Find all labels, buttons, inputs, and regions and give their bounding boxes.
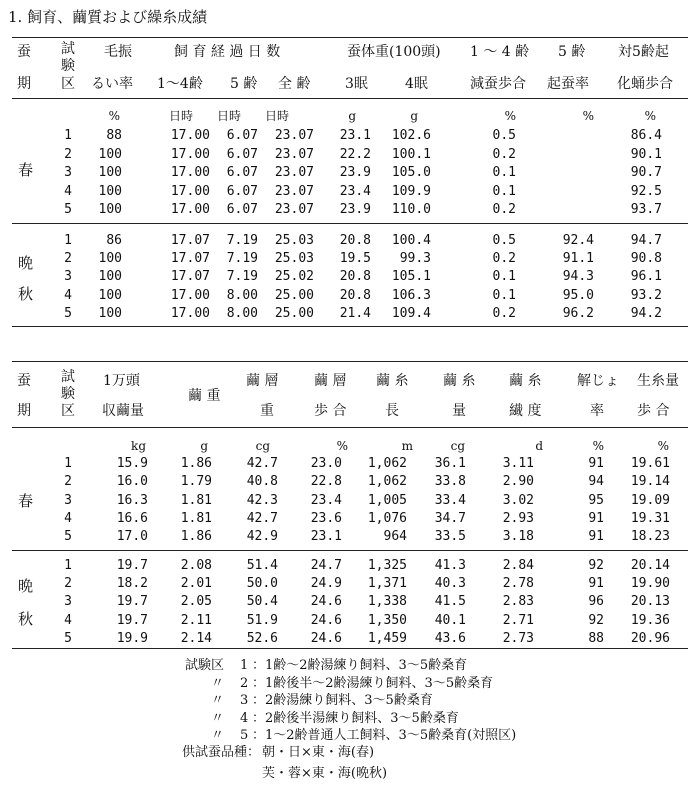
t1-header-third-molt: 3眠 bbox=[345, 76, 368, 92]
t2-header-period-bottom: 期 bbox=[17, 403, 31, 419]
t1-autumn-plot: 1 bbox=[64, 233, 72, 248]
t2-unit-filament-weight: cg bbox=[450, 439, 465, 453]
t1-autumn-pupation-rate: 94.7 bbox=[630, 233, 662, 248]
t2-header-filament-size-top: 繭 糸 bbox=[509, 373, 542, 389]
t1-autumn-weight-4th-molt: 100.4 bbox=[391, 233, 431, 248]
t2-header-period-top: 蚕 bbox=[17, 373, 31, 389]
t2-header-plot-mid: 験 bbox=[61, 386, 75, 402]
t1-unit-weight-3rd-molt: g bbox=[348, 109, 356, 123]
t1-header-fourth-molt: 4眠 bbox=[405, 76, 428, 92]
t1-spring-days-all: 23.07 bbox=[274, 202, 314, 217]
t1-unit-weight-4th-molt: g bbox=[410, 109, 418, 123]
t2-autumn-filament-weight: 43.6 bbox=[434, 630, 466, 646]
t2-autumn-reelability: 96 bbox=[588, 594, 604, 610]
t1-autumn-weight-4th-molt: 105.1 bbox=[391, 269, 431, 285]
t2-header-plot-bottom: 区 bbox=[61, 403, 75, 419]
t2-unit-filament-size: d bbox=[535, 439, 543, 453]
t2-header-shell-top: 繭 層 bbox=[246, 373, 279, 389]
t1-spring-reduction-rate: 0.1 bbox=[492, 165, 516, 180]
t2-autumn-raw-silk-ratio: 20.96 bbox=[630, 630, 670, 646]
t1-spring-days-instar-5: 6.07 bbox=[226, 165, 258, 180]
t2-spring-filament-length: 964 bbox=[383, 529, 407, 545]
t1-autumn-days-all: 25.00 bbox=[274, 287, 314, 303]
note-label: 試験区 bbox=[184, 658, 224, 673]
t2-autumn-raw-silk-ratio: 19.90 bbox=[630, 576, 670, 592]
t1-spring-weight-3rd-molt: 23.4 bbox=[339, 183, 371, 199]
t2-spring-shell-ratio: 23.6 bbox=[310, 510, 342, 526]
t2-spring-reelability: 95 bbox=[588, 492, 604, 508]
t2-header-reelability-top: 解じょ bbox=[577, 373, 619, 389]
t1-autumn-reduction-rate: 0.5 bbox=[492, 233, 516, 248]
t1-spring-days-instar-1-4: 17.00 bbox=[170, 202, 210, 217]
t1-spring-days-instar-5: 6.07 bbox=[226, 202, 258, 217]
t2-autumn-yield-per-10k: 19.9 bbox=[116, 630, 148, 646]
t1-spring-days-all: 23.07 bbox=[274, 128, 314, 143]
t2-spring-reelability: 91 bbox=[588, 510, 604, 526]
t1-header-period-bottom: 期 bbox=[17, 76, 31, 92]
t2-header-filament-size-bottom: 繊 度 bbox=[509, 403, 542, 419]
t2-spring-filament-length: 1,062 bbox=[367, 474, 407, 490]
t1-unit-rising-rate: % bbox=[582, 109, 594, 123]
t1-autumn-pupation-rate: 94.2 bbox=[630, 305, 662, 321]
t2-unit-raw-silk-ratio: % bbox=[657, 439, 669, 453]
t2-spring-filament-length: 1,005 bbox=[367, 492, 407, 508]
t1-unit-hair-vibration-rate: % bbox=[108, 109, 120, 123]
t2-spring-yield-per-10k: 15.9 bbox=[116, 456, 148, 471]
page-title: 1. 飼育、繭質および繰糸成績 bbox=[8, 8, 208, 26]
t2-spring-plot: 2 bbox=[64, 474, 72, 490]
t2-spring-plot: 3 bbox=[64, 492, 72, 508]
t1-autumn-plot: 4 bbox=[64, 287, 72, 303]
t1-autumn-days-instar-1-4: 17.07 bbox=[170, 251, 210, 267]
t2-spring-shell-weight: 42.7 bbox=[246, 456, 278, 471]
t1-spring-pupation-rate: 92.5 bbox=[630, 183, 662, 199]
table1-bottom-rule bbox=[12, 326, 688, 327]
t2-unit-filament-length: m bbox=[401, 439, 413, 453]
t1-spring-weight-4th-molt: 100.1 bbox=[391, 146, 431, 162]
note-label: 〃 bbox=[210, 728, 224, 743]
t1-unit-days-all: 日時 bbox=[264, 109, 289, 123]
t2-autumn-filament-length: 1,350 bbox=[367, 612, 407, 628]
t2-spring-shell-ratio: 23.0 bbox=[310, 456, 342, 471]
t1-header-body-weight: 蚕体重(100頭) bbox=[347, 44, 441, 60]
t2-spring-shell-weight: 42.3 bbox=[246, 492, 278, 508]
t2-spring-filament-weight: 33.5 bbox=[434, 529, 466, 545]
t2-autumn-cocoon-weight: 2.11 bbox=[180, 612, 212, 628]
t2-autumn-reelability: 92 bbox=[588, 558, 604, 573]
t1-autumn-days-all: 25.03 bbox=[274, 233, 314, 248]
t1-autumn-label-2: 秋 bbox=[18, 285, 34, 303]
t1-spring-pupation-rate: 93.7 bbox=[630, 202, 662, 217]
t1-autumn-weight-3rd-molt: 20.8 bbox=[339, 269, 371, 285]
table1-top-rule bbox=[12, 37, 688, 38]
t1-spring-hair-vibration-rate: 100 bbox=[98, 165, 122, 180]
table2-season-rule bbox=[12, 550, 688, 551]
t2-autumn-filament-size: 2.78 bbox=[502, 576, 534, 592]
t2-header-plot-top: 試 bbox=[61, 369, 75, 385]
t2-spring-filament-weight: 33.8 bbox=[434, 474, 466, 490]
t1-spring-plot: 5 bbox=[64, 202, 72, 217]
t1-autumn-weight-3rd-molt: 20.8 bbox=[339, 287, 371, 303]
t1-header-plot-top: 試 bbox=[61, 41, 75, 57]
note-number: 4 bbox=[240, 710, 249, 726]
t2-spring-filament-length: 1,076 bbox=[367, 510, 407, 526]
t1-autumn-days-instar-1-4: 17.07 bbox=[170, 269, 210, 285]
t2-spring-cocoon-weight: 1.86 bbox=[180, 529, 212, 545]
t1-header-plot-mid: 験 bbox=[61, 58, 75, 74]
t1-spring-reduction-rate: 0.2 bbox=[492, 146, 516, 162]
t1-autumn-rising-rate: 95.0 bbox=[562, 287, 594, 303]
t2-spring-raw-silk-ratio: 19.31 bbox=[630, 510, 670, 526]
t2-autumn-yield-per-10k: 19.7 bbox=[116, 558, 148, 573]
t1-spring-hair-vibration-rate: 88 bbox=[106, 128, 122, 143]
breed-autumn: 芙・蓉×東・海(晩秋) bbox=[262, 766, 388, 781]
t1-spring-plot: 2 bbox=[64, 146, 72, 162]
t2-unit-shell-ratio: % bbox=[336, 439, 348, 453]
t1-unit-days-instar-5: 日時 bbox=[216, 109, 241, 123]
t2-spring-cocoon-weight: 1.81 bbox=[180, 492, 212, 508]
note-text: ：1齢～2齢湯練り飼料、3～5齢桑育 bbox=[252, 658, 468, 673]
t2-autumn-filament-length: 1,325 bbox=[367, 558, 407, 573]
t1-autumn-days-all: 25.02 bbox=[274, 269, 314, 285]
t1-spring-pupation-rate: 86.4 bbox=[630, 128, 662, 143]
t2-autumn-filament-weight: 40.1 bbox=[434, 612, 466, 628]
t1-autumn-weight-4th-molt: 106.3 bbox=[391, 287, 431, 303]
t2-spring-plot: 1 bbox=[64, 456, 72, 471]
t1-autumn-pupation-rate: 90.8 bbox=[630, 251, 662, 267]
t1-autumn-plot: 3 bbox=[64, 269, 72, 285]
t2-autumn-cocoon-weight: 2.14 bbox=[180, 630, 212, 646]
t2-header-filament-length-top: 繭 糸 bbox=[376, 373, 409, 389]
t2-spring-shell-ratio: 23.4 bbox=[310, 492, 342, 508]
t2-spring-shell-weight: 42.9 bbox=[246, 529, 278, 545]
t1-header-instar-range: 1 ～ 4 齢 bbox=[470, 44, 530, 60]
t1-autumn-plot: 5 bbox=[64, 305, 72, 321]
t1-spring-reduction-rate: 0.1 bbox=[492, 183, 516, 199]
t1-header-hair-bottom: るい率 bbox=[91, 76, 133, 92]
t1-spring-weight-4th-molt: 109.9 bbox=[391, 183, 431, 199]
t1-autumn-hair-vibration-rate: 100 bbox=[98, 287, 122, 303]
t1-spring-weight-4th-molt: 110.0 bbox=[391, 202, 431, 217]
t2-spring-yield-per-10k: 17.0 bbox=[116, 529, 148, 545]
t2-autumn-cocoon-weight: 2.05 bbox=[180, 594, 212, 610]
t1-spring-weight-4th-molt: 102.6 bbox=[391, 128, 431, 143]
t1-spring-weight-3rd-molt: 23.9 bbox=[339, 202, 371, 217]
t1-autumn-hair-vibration-rate: 100 bbox=[98, 251, 122, 267]
t1-spring-days-instar-1-4: 17.00 bbox=[170, 165, 210, 180]
t2-autumn-raw-silk-ratio: 20.14 bbox=[630, 558, 670, 573]
t2-autumn-filament-size: 2.83 bbox=[502, 594, 534, 610]
t2-spring-plot: 4 bbox=[64, 510, 72, 526]
t1-autumn-hair-vibration-rate: 100 bbox=[98, 269, 122, 285]
t2-autumn-shell-weight: 51.9 bbox=[246, 612, 278, 628]
t1-spring-days-instar-1-4: 17.00 bbox=[170, 183, 210, 199]
t1-autumn-reduction-rate: 0.2 bbox=[492, 251, 516, 267]
t1-autumn-days-instar-1-4: 17.07 bbox=[170, 233, 210, 248]
t1-autumn-rising-rate: 96.2 bbox=[562, 305, 594, 321]
t2-spring-filament-weight: 34.7 bbox=[434, 510, 466, 526]
t1-spring-days-all: 23.07 bbox=[274, 146, 314, 162]
t2-header-yield-top: 1万頭 bbox=[103, 373, 140, 389]
t2-autumn-label-2: 秋 bbox=[18, 610, 34, 628]
t1-spring-days-instar-5: 6.07 bbox=[226, 128, 258, 143]
t2-spring-raw-silk-ratio: 19.61 bbox=[630, 456, 670, 471]
t1-spring-days-all: 23.07 bbox=[274, 165, 314, 180]
t1-spring-plot: 4 bbox=[64, 183, 72, 199]
t1-spring-weight-3rd-molt: 22.2 bbox=[339, 146, 371, 162]
t2-spring-shell-ratio: 23.1 bbox=[310, 529, 342, 545]
t2-autumn-reelability: 88 bbox=[588, 630, 604, 646]
t2-header-filament-weight-bottom: 量 bbox=[452, 403, 466, 419]
t1-unit-days-instar-1-4: 日時 bbox=[168, 109, 193, 123]
t2-spring-raw-silk-ratio: 18.23 bbox=[630, 529, 670, 545]
table1-season-rule bbox=[12, 223, 688, 224]
t2-spring-filament-size: 3.02 bbox=[502, 492, 534, 508]
t2-header-reelability-bottom: 率 bbox=[590, 403, 604, 419]
t2-unit-shell-weight: cg bbox=[255, 439, 270, 453]
t2-autumn-shell-ratio: 24.6 bbox=[310, 612, 342, 628]
t1-spring-days-instar-5: 6.07 bbox=[226, 146, 258, 162]
t2-autumn-plot: 1 bbox=[64, 558, 72, 573]
t1-autumn-days-instar-1-4: 17.00 bbox=[170, 287, 210, 303]
t1-autumn-weight-3rd-molt: 20.8 bbox=[339, 233, 371, 248]
table2-header-rule bbox=[12, 427, 688, 428]
t1-autumn-days-instar-5: 8.00 bbox=[226, 305, 258, 321]
t1-header-vs-fifth: 対5齢起 bbox=[618, 44, 669, 60]
t1-autumn-pupation-rate: 93.2 bbox=[630, 287, 662, 303]
t1-header-instar-1-4: 1～4齢 bbox=[157, 76, 203, 92]
note-label: 〃 bbox=[210, 710, 224, 726]
t1-autumn-reduction-rate: 0.2 bbox=[492, 305, 516, 321]
t2-autumn-shell-weight: 51.4 bbox=[246, 558, 278, 573]
t2-unit-cocoon-weight: g bbox=[200, 439, 208, 453]
t2-autumn-yield-per-10k: 19.7 bbox=[116, 594, 148, 610]
t1-spring-reduction-rate: 0.2 bbox=[492, 202, 516, 217]
t1-autumn-reduction-rate: 0.1 bbox=[492, 269, 516, 285]
table2-top-rule bbox=[12, 361, 688, 362]
t1-autumn-days-instar-5: 7.19 bbox=[226, 269, 258, 285]
t2-header-shell-bottom: 重 bbox=[260, 403, 274, 419]
t2-autumn-plot: 3 bbox=[64, 594, 72, 610]
t2-autumn-filament-size: 2.71 bbox=[502, 612, 534, 628]
t1-autumn-rising-rate: 92.4 bbox=[562, 233, 594, 248]
t2-autumn-filament-size: 2.84 bbox=[502, 558, 534, 573]
t1-autumn-rising-rate: 91.1 bbox=[562, 251, 594, 267]
t1-spring-pupation-rate: 90.7 bbox=[630, 165, 662, 180]
t1-spring-days-instar-1-4: 17.00 bbox=[170, 128, 210, 143]
t2-spring-raw-silk-ratio: 19.09 bbox=[630, 492, 670, 508]
t2-spring-filament-weight: 36.1 bbox=[434, 456, 466, 471]
t1-autumn-days-instar-1-4: 17.00 bbox=[170, 305, 210, 321]
t1-header-elapsed-days: 飼 育 経 過 日 数 bbox=[174, 44, 281, 60]
t2-spring-reelability: 91 bbox=[588, 529, 604, 545]
t2-autumn-filament-length: 1,338 bbox=[367, 594, 407, 610]
t2-spring-filament-length: 1,062 bbox=[367, 456, 407, 471]
t1-autumn-weight-4th-molt: 99.3 bbox=[399, 251, 431, 267]
t1-spring-days-all: 23.07 bbox=[274, 183, 314, 199]
t2-autumn-shell-weight: 50.4 bbox=[246, 594, 278, 610]
t1-spring-hair-vibration-rate: 100 bbox=[98, 146, 122, 162]
t2-spring-shell-ratio: 22.8 bbox=[310, 474, 342, 490]
t2-spring-cocoon-weight: 1.81 bbox=[180, 510, 212, 526]
t2-autumn-filament-weight: 40.3 bbox=[434, 576, 466, 592]
note-number: 5 bbox=[240, 728, 249, 743]
note-text: ：2齢湯練り飼料、3～5齢桑育 bbox=[252, 693, 433, 708]
t1-autumn-pupation-rate: 96.1 bbox=[630, 269, 662, 285]
t2-spring-filament-weight: 33.4 bbox=[434, 492, 466, 508]
t1-spring-hair-vibration-rate: 100 bbox=[98, 202, 122, 217]
t1-spring-weight-4th-molt: 105.0 bbox=[391, 165, 431, 180]
note-label: 〃 bbox=[210, 693, 224, 708]
t2-autumn-yield-per-10k: 18.2 bbox=[116, 576, 148, 592]
t1-autumn-days-instar-5: 8.00 bbox=[226, 287, 258, 303]
t2-autumn-filament-length: 1,459 bbox=[367, 630, 407, 646]
t2-spring-reelability: 91 bbox=[588, 456, 604, 471]
note-number: 1 bbox=[240, 658, 249, 673]
t2-autumn-reelability: 91 bbox=[588, 576, 604, 592]
t2-spring-filament-size: 2.90 bbox=[502, 474, 534, 490]
t2-autumn-plot: 5 bbox=[64, 630, 72, 646]
t1-header-plot-bottom: 区 bbox=[61, 76, 75, 92]
t1-header-instar-5: 5 齢 bbox=[230, 76, 258, 92]
t2-autumn-filament-weight: 41.3 bbox=[434, 558, 466, 573]
t1-header-reduction-rate: 減蚕歩合 bbox=[470, 76, 526, 92]
t2-autumn-raw-silk-ratio: 20.13 bbox=[630, 594, 670, 610]
t1-autumn-rising-rate: 94.3 bbox=[562, 269, 594, 285]
t2-autumn-plot: 2 bbox=[64, 576, 72, 592]
t2-spring-filament-size: 2.93 bbox=[502, 510, 534, 526]
t2-spring-yield-per-10k: 16.3 bbox=[116, 492, 148, 508]
t2-header-cocoon-weight: 繭 重 bbox=[188, 388, 221, 404]
t2-autumn-filament-size: 2.73 bbox=[502, 630, 534, 646]
t2-spring-plot: 5 bbox=[64, 529, 72, 545]
t2-autumn-cocoon-weight: 2.01 bbox=[180, 576, 212, 592]
t1-spring-days-instar-5: 6.07 bbox=[226, 183, 258, 199]
t1-autumn-weight-4th-molt: 109.4 bbox=[391, 305, 431, 321]
t1-spring-plot: 3 bbox=[64, 165, 72, 180]
note-text: ：1～2齢普通人工飼料、3～5齢桑育(対照区) bbox=[252, 728, 517, 743]
t2-autumn-plot: 4 bbox=[64, 612, 72, 628]
t2-autumn-yield-per-10k: 19.7 bbox=[116, 612, 148, 628]
t2-autumn-raw-silk-ratio: 19.36 bbox=[630, 612, 670, 628]
note-number: 2 bbox=[240, 675, 249, 691]
t2-spring-reelability: 94 bbox=[588, 474, 604, 490]
t2-autumn-shell-ratio: 24.7 bbox=[310, 558, 342, 573]
t2-spring-filament-size: 3.18 bbox=[502, 529, 534, 545]
t2-header-shell-ratio-bottom: 歩 合 bbox=[314, 403, 347, 419]
note-number: 3 bbox=[240, 693, 249, 708]
t1-spring-plot: 1 bbox=[64, 128, 72, 143]
t2-spring-raw-silk-ratio: 19.14 bbox=[630, 474, 670, 490]
breed-label: 供試蚕品種： bbox=[182, 745, 261, 760]
t2-header-filament-length-bottom: 長 bbox=[385, 403, 399, 419]
t2-header-raw-silk-bottom: 歩 合 bbox=[637, 403, 670, 419]
note-text: ：2齢後半湯練り飼料、3～5齢桑育 bbox=[252, 710, 459, 726]
t2-autumn-reelability: 92 bbox=[588, 612, 604, 628]
t1-autumn-weight-3rd-molt: 21.4 bbox=[339, 305, 371, 321]
t1-autumn-hair-vibration-rate: 86 bbox=[106, 233, 122, 248]
t2-autumn-cocoon-weight: 2.08 bbox=[180, 558, 212, 573]
t1-spring-pupation-rate: 90.1 bbox=[630, 146, 662, 162]
t2-unit-yield-per-10k: kg bbox=[131, 439, 146, 453]
t1-autumn-plot: 2 bbox=[64, 251, 72, 267]
t1-spring-days-instar-1-4: 17.00 bbox=[170, 146, 210, 162]
t1-unit-pupation-rate: % bbox=[644, 109, 656, 123]
t2-spring-yield-per-10k: 16.0 bbox=[116, 474, 148, 490]
t1-autumn-reduction-rate: 0.1 bbox=[492, 287, 516, 303]
t2-autumn-shell-ratio: 24.6 bbox=[310, 594, 342, 610]
t2-spring-filament-size: 3.11 bbox=[502, 456, 534, 471]
t1-spring-weight-3rd-molt: 23.1 bbox=[339, 128, 371, 143]
t1-spring-label: 春 bbox=[18, 161, 34, 179]
t2-spring-cocoon-weight: 1.79 bbox=[180, 474, 212, 490]
t2-autumn-label-1: 晩 bbox=[18, 577, 34, 595]
t2-autumn-filament-length: 1,371 bbox=[367, 576, 407, 592]
t1-autumn-days-instar-5: 7.19 bbox=[226, 233, 258, 248]
t2-header-raw-silk-top: 生糸量 bbox=[637, 373, 679, 389]
t1-autumn-label-1: 晩 bbox=[18, 254, 34, 272]
t1-autumn-days-instar-5: 7.19 bbox=[226, 251, 258, 267]
breed-spring: 朝・日×東・海(春) bbox=[262, 745, 375, 760]
t2-header-shell-ratio-top: 繭 層 bbox=[314, 373, 347, 389]
t1-spring-reduction-rate: 0.5 bbox=[492, 128, 516, 143]
note-text: ：1齢後半～2齢湯練り飼料、3～5齢桑育 bbox=[252, 675, 494, 691]
t2-autumn-shell-ratio: 24.6 bbox=[310, 630, 342, 646]
t1-autumn-hair-vibration-rate: 100 bbox=[98, 305, 122, 321]
t2-unit-reelability: % bbox=[592, 439, 604, 453]
t2-header-filament-weight-top: 繭 糸 bbox=[443, 373, 476, 389]
t1-header-fifth-instar: 5 齢 bbox=[558, 44, 586, 60]
table2-bottom-rule bbox=[12, 648, 688, 649]
t2-spring-shell-weight: 40.8 bbox=[246, 474, 278, 490]
t1-header-rising-rate: 起蚕率 bbox=[547, 76, 589, 92]
t2-autumn-filament-weight: 41.5 bbox=[434, 594, 466, 610]
t2-spring-cocoon-weight: 1.86 bbox=[180, 456, 212, 471]
t1-autumn-days-all: 25.00 bbox=[274, 305, 314, 321]
t1-spring-weight-3rd-molt: 23.9 bbox=[339, 165, 371, 180]
t2-autumn-shell-ratio: 24.9 bbox=[310, 576, 342, 592]
t2-autumn-shell-weight: 52.6 bbox=[246, 630, 278, 646]
t1-header-hair-top: 毛振 bbox=[104, 44, 132, 60]
t1-autumn-days-all: 25.03 bbox=[274, 251, 314, 267]
note-label: 〃 bbox=[210, 675, 224, 691]
t1-unit-reduction-rate: % bbox=[504, 109, 516, 123]
table1-header-rule bbox=[12, 98, 688, 99]
t2-header-yield-bottom: 収繭量 bbox=[102, 403, 144, 419]
t2-autumn-shell-weight: 50.0 bbox=[246, 576, 278, 592]
t1-spring-hair-vibration-rate: 100 bbox=[98, 183, 122, 199]
t1-autumn-weight-3rd-molt: 19.5 bbox=[339, 251, 371, 267]
t1-header-all-instars: 全 齢 bbox=[278, 76, 311, 92]
t1-header-pupation-rate: 化蛹歩合 bbox=[617, 76, 673, 92]
t2-spring-shell-weight: 42.7 bbox=[246, 510, 278, 526]
t2-spring-label: 春 bbox=[18, 492, 34, 510]
t1-header-period-top: 蚕 bbox=[17, 44, 31, 60]
t2-spring-yield-per-10k: 16.6 bbox=[116, 510, 148, 526]
